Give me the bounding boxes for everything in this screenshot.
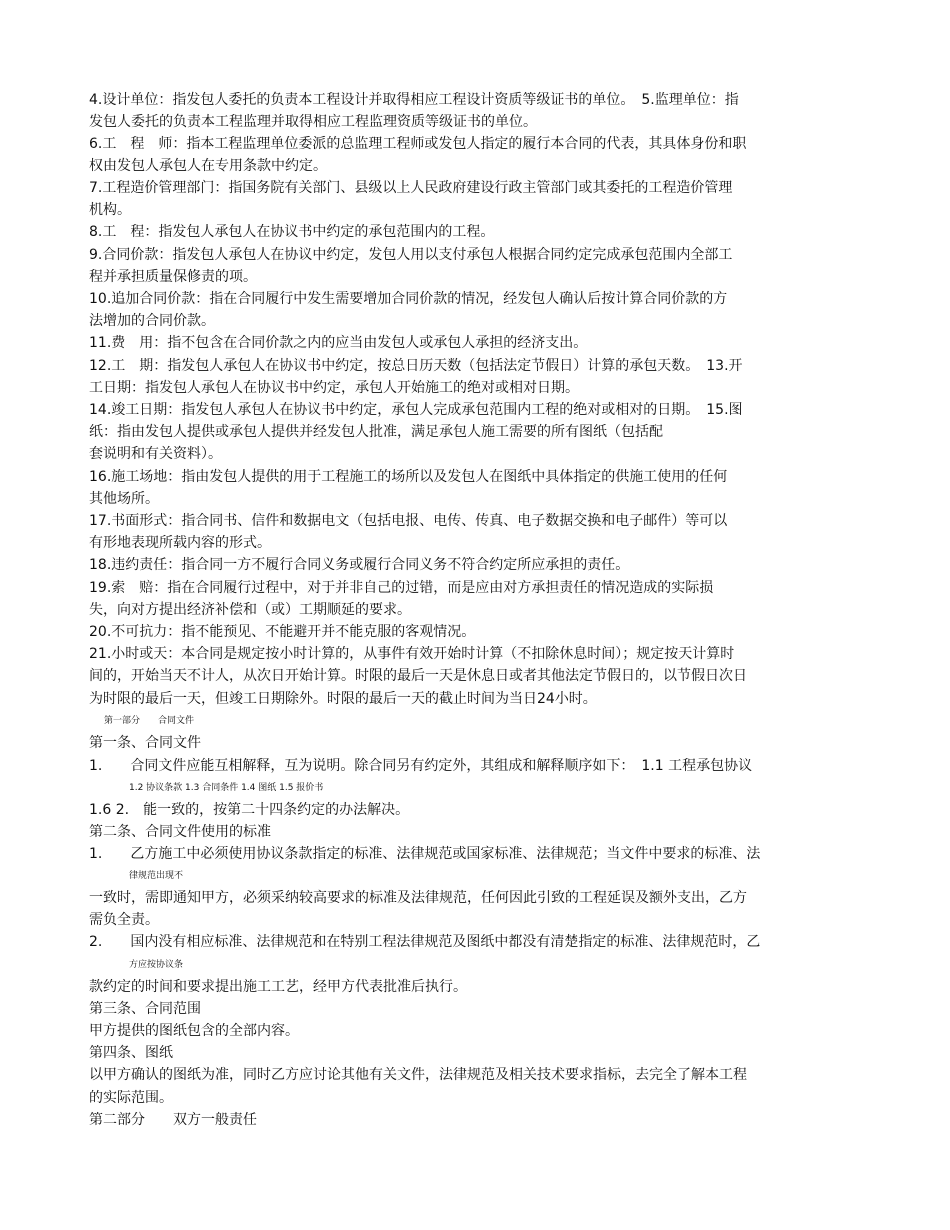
text-line: 的实际范围。 — [89, 1090, 173, 1106]
text-line: 11.费 用：指不包含在合同价款之内的应当由发包人或承包人承担的经济支出。 — [89, 335, 588, 351]
text-line: 1.6 2. 能一致的，按第二十四条约定的办法解决。 — [89, 802, 410, 818]
text-line: 7.工程造价管理部门：指国务院有关部门、县级以上人民政府建设行政主管部门或其委托的工程造价管理 — [89, 180, 733, 196]
text-line: 发包人委托的负责本工程监理并取得相应工程监理资质等级证书的单位。 — [89, 114, 537, 130]
part-heading: 第二部分 双方一般责任 — [89, 1112, 257, 1128]
text-line: 6.工 程 师：指本工程监理单位委派的总监理工程师或发包人指定的履行本合同的代表，其具体身份和职 — [89, 136, 747, 152]
text-line: 程并承担质量保修责的项。 — [89, 269, 257, 285]
article-heading: 第四条、图纸 — [89, 1045, 173, 1061]
text-line: 14.竣工日期：指发包人承包人在协议书中约定，承包人完成承包范围内工程的绝对或相对的日期。 15.图 — [89, 402, 743, 418]
text-line: 12.工 期：指发包人承包人在协议书中约定，按总日历天数（包括法定节假日）计算的承包天数。 13.开 — [89, 358, 743, 374]
text-line: 1.2 协议条款 1.3 合同条件 1.4 图纸 1.5 报价书 — [129, 783, 324, 793]
text-line: 1. 合同文件应能互相解释，互为说明。除合同另有约定外，其组成和解释顺序如下： 1.1 工程承包协议 — [89, 758, 753, 774]
text-line: 需负全责。 — [89, 912, 159, 928]
text-line: 有形地表现所载内容的形式。 — [89, 535, 271, 551]
text-line: 16.施工场地：指由发包人提供的用于工程施工的场所以及发包人在图纸中具体指定的供施工使用的任何 — [89, 469, 728, 485]
text-line: 8.工 程：指发包人承包人在协议书中约定的承包范围内的工程。 — [89, 224, 495, 240]
article-heading: 第一条、合同文件 — [89, 735, 201, 751]
text-line: 律规范出现不 — [129, 871, 184, 881]
text-line: 其他场所。 — [89, 491, 159, 507]
text-line: 法增加的合同价款。 — [89, 313, 215, 329]
text-line: 4.设计单位：指发包人委托的负责本工程设计并取得相应工程设计资质等级证书的单位。 5.监理单位：指 — [89, 92, 739, 108]
text-line: 20.不可抗力：指不能预见、不能避开并不能克服的客观情况。 — [89, 624, 476, 640]
text-line: 18.违约责任：指合同一方不履行合同义务或履行合同义务不符合约定所应承担的责任。 — [89, 557, 630, 573]
part-heading: 第一部分 合同文件 — [104, 716, 195, 726]
text-line: 机构。 — [89, 202, 131, 218]
text-line: 间的，开始当天不计人，从次日开始计算。时限的最后一天是休息日或者其他法定节假日的，以节假日次日 — [89, 668, 747, 684]
text-line: 款约定的时间和要求提出施工工艺，经甲方代表批准后执行。 — [89, 979, 467, 995]
text-line: 纸：指由发包人提供或承包人提供并经发包人批准，满足承包人施工需要的所有图纸（包括配 — [89, 424, 663, 440]
text-line: 21.小时或天：本合同是规定按小时计算的，从事件有效开始时计算（不扣除休息时间）；规定按天计算时 — [89, 646, 735, 662]
text-line: 甲方提供的图纸包含的全部内容。 — [89, 1023, 299, 1039]
text-line: 为时限的最后一天，但竣工日期除外。时限的最后一天的截止时间为当日24小时。 — [89, 691, 597, 707]
text-line: 2. 国内没有相应标准、法律规范和在特别工程法律规范及图纸中都没有清楚指定的标准、法律规范时，乙 — [89, 934, 761, 950]
text-line: 10.追加合同价款：指在合同履行中发生需要增加合同价款的情况，经发包人确认后按计算合同价款的方 — [89, 291, 728, 307]
text-line: 失，向对方提出经济补偿和（或）工期顺延的要求。 — [89, 602, 411, 618]
article-heading: 第二条、合同文件使用的标准 — [89, 824, 271, 840]
text-line: 套说明和有关资料）。 — [89, 446, 222, 462]
text-line: 1. 乙方施工中必须使用协议条款指定的标准、法律规范或国家标准、法律规范；当文件中要求的标准、法 — [89, 846, 761, 862]
text-line: 以甲方确认的图纸为准，同时乙方应讨论其他有关文件，法律规范及相关技术要求指标，去完全了解本工程 — [89, 1067, 747, 1083]
text-line: 一致时，需即通知甲方，必须采纳较高要求的标准及法律规范，任何因此引致的工程延误及额外支出，乙方 — [89, 890, 747, 906]
text-line: 工日期：指发包人承包人在协议书中约定，承包人开始施工的绝对或相对日期。 — [89, 380, 579, 396]
text-line: 权由发包人承包人在专用条款中约定。 — [89, 158, 327, 174]
text-line: 17.书面形式：指合同书、信件和数据电文（包括电报、电传、传真、电子数据交换和电子邮件）等可以 — [89, 513, 728, 529]
text-line: 9.合同价款：指发包人承包人在协议中约定，发包人用以支付承包人根据合同约定完成承包范围内全部工 — [89, 247, 733, 263]
text-line: 19.索 赔：指在合同履行过程中，对于并非自己的过错，而是应由对方承担责任的情况造成的实际损 — [89, 580, 714, 596]
text-line: 方应按协议条 — [129, 960, 184, 970]
article-heading: 第三条、合同范围 — [89, 1001, 201, 1017]
